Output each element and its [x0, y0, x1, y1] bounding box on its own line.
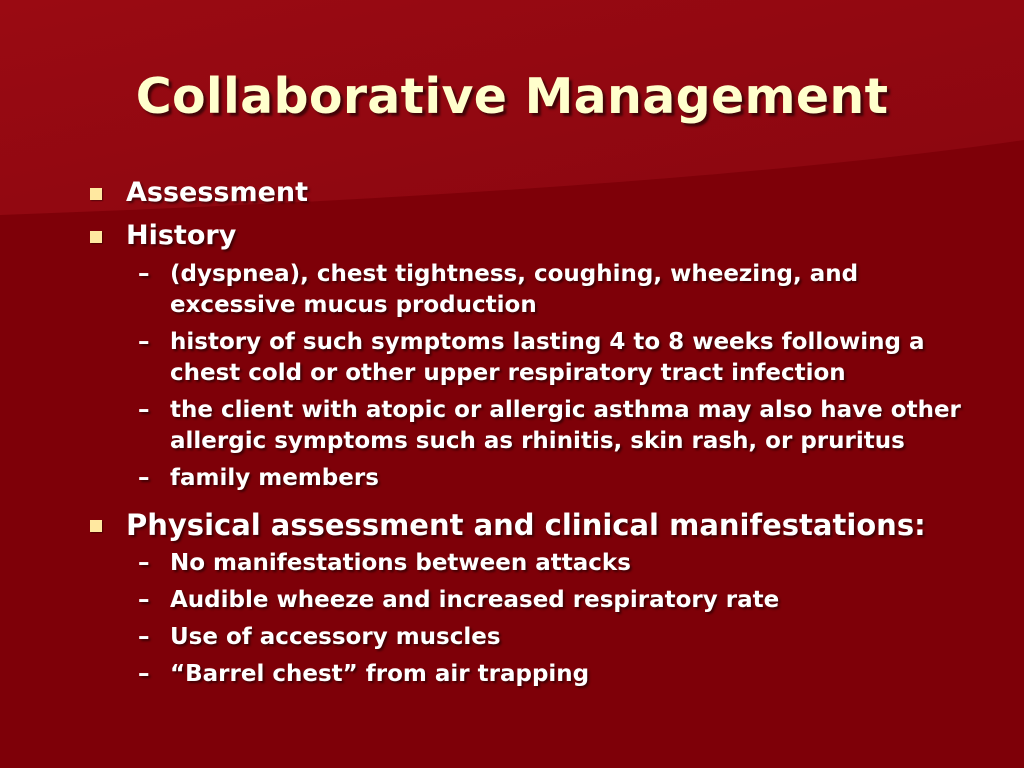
sub-bullet-text: (dyspnea), chest tightness, coughing, wheezing, and excessive mucus production [170, 261, 859, 318]
sub-bullet-item [86, 585, 986, 616]
dash-bullet-icon: – [138, 261, 150, 287]
dash-bullet-icon: – [138, 397, 150, 423]
sub-bullet-item [86, 259, 986, 321]
slide-title: Collaborative Management [135, 68, 889, 125]
square-bullet-icon [90, 231, 102, 243]
bullet-item-physical-assessment [86, 508, 986, 542]
dash-bullet-icon: – [138, 329, 150, 355]
dash-bullet-icon: – [138, 465, 150, 491]
physical-assessment-subitems [86, 548, 986, 690]
square-bullet-icon [90, 188, 102, 200]
sub-bullet-text: family members [170, 465, 379, 491]
dash-bullet-icon: – [138, 624, 150, 650]
bullet-item-history [86, 219, 986, 253]
bullet-text: Physical assessment and clinical manifestations: [126, 508, 926, 542]
bullet-text: Assessment [126, 177, 309, 208]
bullet-text: History [126, 220, 237, 251]
dash-bullet-icon: – [138, 587, 150, 613]
sub-bullet-text: No manifestations between attacks [170, 550, 631, 576]
dash-bullet-icon: – [138, 661, 150, 687]
history-subitems [86, 259, 986, 494]
bullet-list [86, 176, 986, 690]
bullet-item-assessment [86, 176, 986, 210]
sub-bullet-item [86, 659, 986, 690]
sub-bullet-text: history of such symptoms lasting 4 to 8 weeks following a chest cold or other upper respiratory tract infection [170, 329, 925, 386]
sub-bullet-item [86, 463, 986, 494]
sub-bullet-item [86, 327, 986, 389]
sub-bullet-item [86, 395, 986, 457]
sub-bullet-item [86, 548, 986, 579]
square-bullet-icon [90, 520, 102, 532]
sub-bullet-text: the client with atopic or allergic asthma may also have other allergic symptoms such as rhinitis, skin rash, or pruritus [170, 397, 961, 454]
sub-bullet-item [86, 622, 986, 653]
dash-bullet-icon: – [138, 550, 150, 576]
sub-bullet-text: Use of accessory muscles [170, 624, 501, 650]
sub-bullet-text: “Barrel chest” from air trapping [170, 661, 590, 687]
sub-bullet-text: Audible wheeze and increased respiratory rate [170, 587, 780, 613]
